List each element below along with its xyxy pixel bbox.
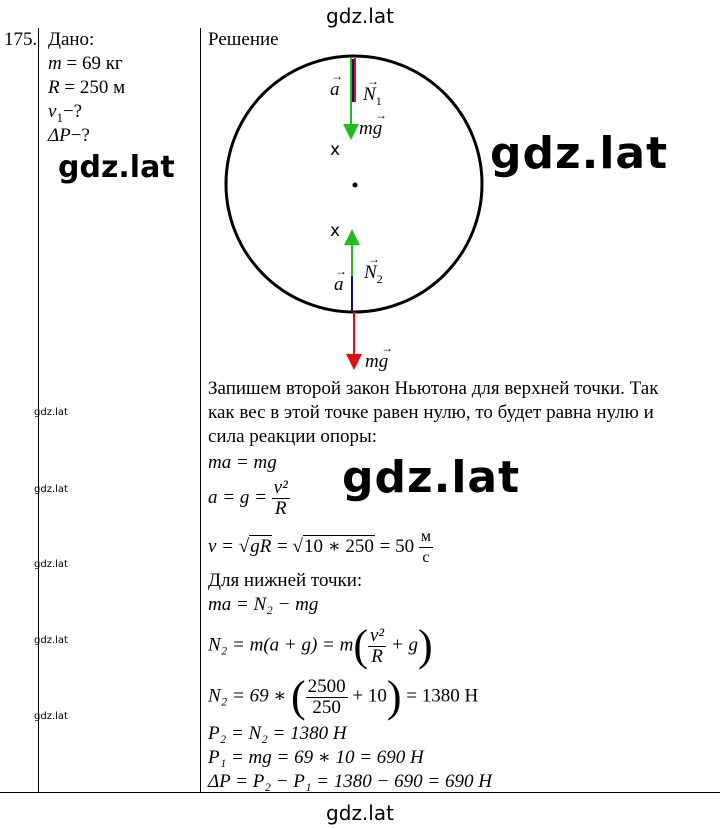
watermark-top: gdz.lat [326,4,394,28]
circle-diagram [200,40,510,380]
equation-7: P₂ = N₂ = 1380 Н [208,723,347,744]
bottom-x-mark: x [330,221,341,241]
watermark-left: gdz.lat [58,150,175,185]
equation-3: v = √gR = √10 ∗ 250 = 50 $\frac{м}{с}$ [208,528,431,566]
equation-5: N₂ = m(a + g) = m( $\frac{\text{v²}}{R}$ + g) [208,621,433,670]
watermark-right: gdz.lat [490,128,669,179]
solution-header: Решение [208,29,279,50]
equation-8: P₁ = mg = 69 ∗ 10 = 690 Н [208,747,424,768]
top-a-label: → a [330,69,343,100]
top-n1-label: → $N_1$ [363,74,382,108]
watermark-small-4: gdz.lat [34,635,68,646]
top-x-mark: x [330,140,341,160]
equation-1: ma = mg [208,452,277,473]
watermark-bottom: gdz.lat [326,801,394,825]
given-dp: ΔP−? [48,125,90,146]
watermark-center: gdz.lat [342,452,521,503]
top-mg-label: → mg [359,108,387,139]
equation-4: ma = N₂ − mg [208,594,319,615]
equation-2: a = g = $\frac{\text{v²}}{R}$ [208,477,288,519]
equation-6: N₂ = 69 ∗ ( $\frac{2500}{250}$ + 10) = 1380 Н [208,672,479,721]
bottom-mg-label: → mg [365,341,393,372]
center-dot [353,183,358,188]
watermark-small-2: gdz.lat [34,484,68,495]
bottom-n2-label: → $N_2$ [364,252,383,286]
problem-number: 175. [4,29,38,50]
given-radius: R = 250 м [48,77,126,98]
given-v1: $v_1-$? [48,101,83,125]
watermark-small-3: gdz.lat [34,559,68,570]
watermark-small-5: gdz.lat [34,711,68,722]
solution-text-2: как вес в этой точке равен нулю, то будет равна нулю и [208,402,654,423]
bottom-a-label: → a [334,264,347,295]
given-header: Дано: [48,29,95,50]
solution-text-1: Запишем второй закон Ньютона для верхней точки. Так [208,378,659,399]
solution-text-4: Для нижней точки: [208,570,363,591]
given-mass: m = 69 кг [48,53,123,74]
watermark-small-1: gdz.lat [34,407,68,418]
equation-9: ΔP = P₂ − P₁ = 1380 − 690 = 690 Н [208,771,492,792]
solution-text-3: сила реакции опоры: [208,426,378,447]
